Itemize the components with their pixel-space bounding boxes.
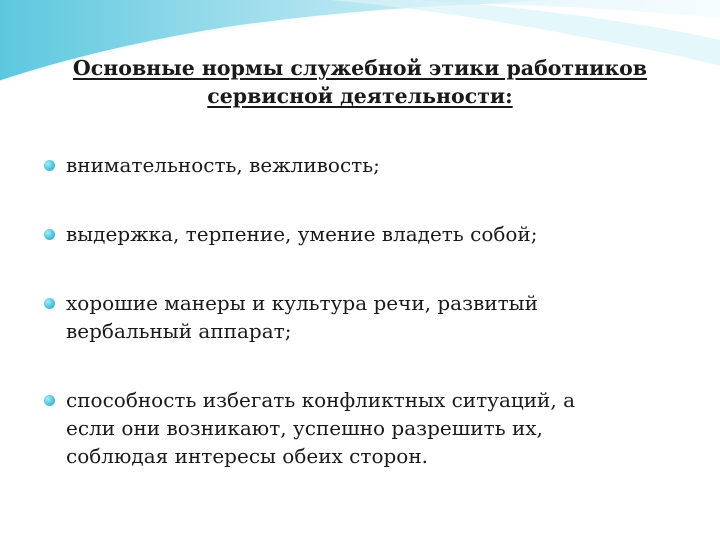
bullet-text: выдержка, терпение, умение владеть собой; [66,222,538,246]
title-line-2: сервисной деятельности: [207,84,513,108]
bullet-text: внимательность, вежливость; [66,153,380,177]
title-line-1: Основные нормы служебной этики работников [72,56,648,80]
bullet-dot-icon [44,395,55,406]
bullet-text: способность избегать конфликтных ситуаций, а если они возникают, успешно разрешить их, соблюдая интересы обеих сторон. [66,388,576,468]
bullet-text: хорошие манеры и культура речи, развитый вербальный аппарат; [66,291,538,343]
bullet-dot-icon [44,160,55,171]
bullet-dot-icon [44,229,55,240]
bullet-dot-icon [44,298,55,309]
